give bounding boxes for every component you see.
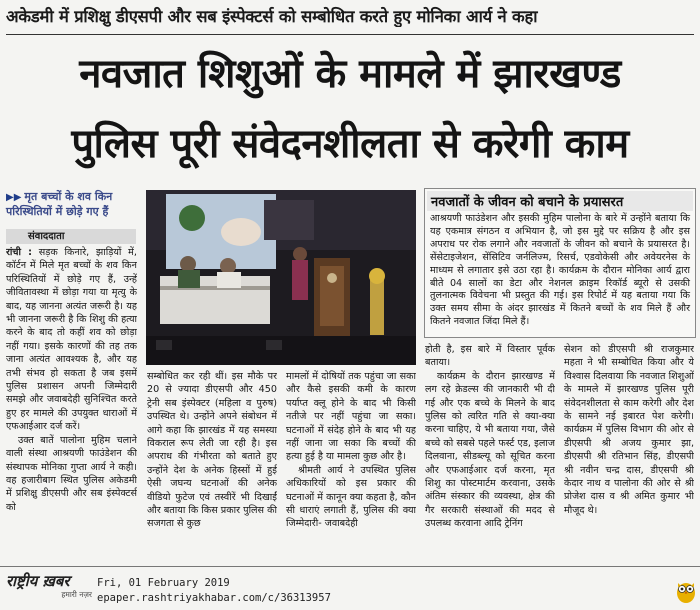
headline-line-2: पुलिस पूरी संवेदनशीलता से करेगी काम <box>71 121 629 167</box>
owl-icon <box>676 578 696 604</box>
sidebar-box-title: नवजातों के जीवन को बचाने के प्रयासरत <box>427 191 693 211</box>
article-column-5 <box>564 343 694 560</box>
col2-paragraph: सम्बोधित कर रही थीं। इस मौके पर 20 से ज्यादा डीएसपी और 450 ट्रेनी सब इंस्पेक्टर (महिला व पुरुष) उपस्थित थे। उन्होंने अपने संबोधन में आगे कहा कि झारखंड में यह समस्या विकराल रूप लेती जा रही है। इस अपराध की गंभीरता को बताते हुए उन्होंने देश के अनेक हिस्सों में हुई ऐसी जघन्य घटनाओं की अनेक वीडियो फुटेज एवं तस्वीरें भी दिखाईं और बताया कि किस प्रकार पुलिस की सजगता से कुछ <box>147 371 277 530</box>
headline-line-1: नवजात शिशुओं के मामले में झारखण्ड <box>79 51 621 97</box>
article-column-3 <box>286 370 416 560</box>
subhead-line-2: परिस्थितियों में छोड़े गए हैं <box>6 204 109 218</box>
subhead-line-1: मृत बच्चों के शव किन <box>24 190 113 203</box>
top-rule <box>6 34 694 35</box>
col5-paragraph-1: सेशन को डीएसपी श्री राजकुमार महता ने भी सम्बोधित किया और ये विश्वास दिलवाया कि नवजात शिशुओं के मामले में झारखण्ड पुलिस पूरी संवेदनशीलता से काम करेगी और देश के सामने नई इबारत पेश करेगी। कार्यक्रम में पुलिस विभाग की ओर से डीएसपी श्री अजय कुमार झा, डीएसपी श्री रतिभान सिंह, डीएसपी श्री नवीन चन्द्र दास, डीएसपी श्री केदार नाथ व पालोना की ओर से श्री प्रोजेश दास व श्री अमित कुमार भी मौजूद थे। <box>564 344 694 516</box>
logo-name: राष्ट्रीय ख़बर <box>6 572 70 590</box>
double-arrow-icon: ▶▶ <box>6 192 22 203</box>
subhead <box>6 190 146 220</box>
col1-paragraph-2: उक्त बातें पालोना मुहिम चलाने वाली संस्था आश्रयणी फाउंडेशन की संस्थापक मोनिका गुप्ता आर्य ने कही। वह हजारीबाग स्थित पुलिस अकेडमी में प्रशिक्षु डीएसपी और सब इंस्पेक्टर्स को <box>6 434 137 513</box>
event-photo-illustration <box>146 190 416 365</box>
sidebar-box <box>424 188 696 338</box>
dateline: रांची : <box>6 247 32 258</box>
article-column-1 <box>6 246 137 556</box>
event-photo <box>146 190 416 365</box>
footer-rule <box>0 566 700 567</box>
publication-logo <box>6 574 92 604</box>
logo-tagline: हमारी नज़र <box>61 590 92 599</box>
epaper-link[interactable]: epaper.rashtriyakhabar.com/c/36313957 <box>97 592 331 604</box>
sidebar-box-text: आश्रयणी फाउंडेशन और इसकी मुहिम पालोना के बारे में उन्होंने बताया कि यह एकमात्र संगठन व अभियान है, जो इस मुद्दे पर सक्रिय है और इस अपराध पर रोक लगाने और नवजातों के जीवन को बचाने के प्रयासरत है। सेंसेटाइजेशन, सेंसिटिव जर्नलिज्म, रिसर्च, एडवोकेसी और अवेयरनेस के माध्यम से लगातार इसे उठा रहा है। कार्यक्रम के दौरान मोनिका आर्य द्वारा बीते 04 सालों का डेटा और नेशनल क्राइम रिकॉर्ड ब्यूरो से उसकी तुलनात्मक विवेचना भी प्रस्तुत की गई। इस रिपोर्ट में यह बताया गया कि उक्त समय सीमा के अंदर झारखंड में कितने बच्चों के शव मिले हैं और कितने नवजात जिंदा मिले हैं। <box>430 213 690 328</box>
article-column-4 <box>425 343 555 560</box>
col3-paragraph-1: मामलों में दोषियों तक पहुंचा जा सका और कैसे इसकी कमी के कारण पर्याप्त क्लू होने के बाद भी किसी नतीजे पर नहीं पहुंचा जा सका। घटनाओं में संदेह होने के बाद भी यह नहीं जाना जा सका कि बच्चों की हत्या हुई है या मामला कुछ और है। <box>286 371 416 463</box>
byline: संवाददाता <box>6 229 136 244</box>
publication-date: Fri, 01 February 2019 <box>97 577 230 589</box>
col4-paragraph-1: होती है, इस बारे में विस्तार पूर्वक बताया। <box>425 344 555 369</box>
col3-paragraph-2: श्रीमती आर्य ने उपस्थित पुलिस अधिकारियों को इस प्रकार की घटनाओं में कानून क्या कहता है, कौन सी धाराएं लगाती हैं, पुलिस की क्या जिम्मेदारी- जवाबदेही <box>286 464 416 530</box>
article-column-2 <box>147 370 277 560</box>
kicker-line: अकेडमी में प्रशिक्षु डीएसपी और सब इंस्पेक्टर्स को सम्बोधित करते हुए मोनिका आर्य ने कहा <box>6 7 538 26</box>
col1-paragraph-1: सड़क किनारे, झाड़ियों में, कॉर्टन में मिले मृत बच्चों के शव किन परिस्थितियों में छोड़े गए हैं, उन्हें जीवितावस्था में छोड़ा गया या मृत्यु के बाद, यह जानना अत्यंत जरूरी है। यह भी जानना जरूरी है कि शिशु की हत्या करने के बाद तो कहीं शव को छोड़ा नहीं गया। इसके कारणों की तह तक जाना अत्यंत आवश्यक है, और यह तभी संभव हो सकता है जब इसमें पुलिस प्रशासन अपनी जिम्मेदारी समझे और जवाबदेही सुनिश्चित करते हुए हर मामले की उपयुक्त धाराओं में एफआईआर दर्ज करें। <box>6 247 137 433</box>
col4-paragraph-2: कार्यक्रम के दौरान झारखण्ड में लग रहे क्रेडल्स की जानकारी भी दी गई और एक बच्चे के मिलने के बाद पुलिस को त्वरित गति से क्या-क्या करना चाहिए, ये भी बताया गया, जैसे बच्चे को सबसे पहले फर्स्ट एड, इलाज दिलवाना, सीडब्ल्यू को सूचित करना और एफआईआर दर्ज करना, मृत शिशु का पोस्टमार्टम करवाना, उसके अंतिम संस्कार की व्यवस्था, क्षेत्र की गैर सरकारी संस्थाओं की मदद से उपलब्ध करवाना आदि ट्रेनिंग <box>425 370 555 530</box>
